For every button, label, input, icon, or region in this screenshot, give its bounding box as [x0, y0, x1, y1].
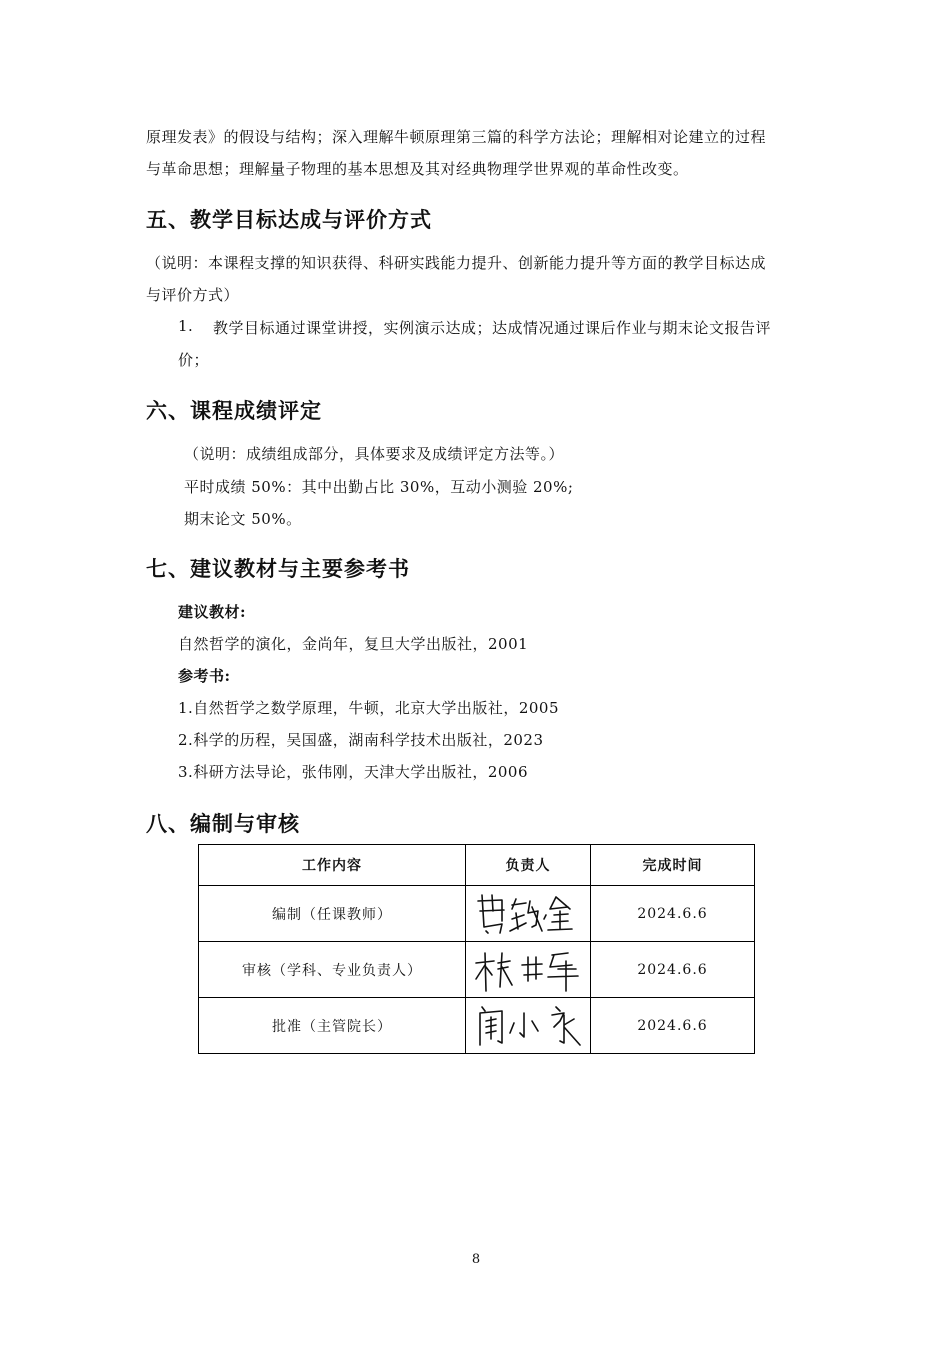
task-cell: 审核（学科、专业负责人）	[199, 942, 466, 998]
date-cell: 2024.6.6	[591, 886, 755, 942]
column-header-owner: 负责人	[466, 845, 591, 886]
section5-item1-line-1: 教学目标通过课堂讲授，实例演示达成；达成情况通过课后作业与期末论文报告评	[213, 319, 772, 337]
task-cell: 批准（主管院长）	[199, 998, 466, 1054]
reference-item: 3.科研方法导论，张伟刚，天津大学出版社，2006	[178, 763, 528, 781]
section6-line-2: 期末论文 50%。	[184, 510, 302, 528]
section6-note: （说明：成绩组成部分，具体要求及成绩评定方法等。）	[184, 445, 565, 463]
section6-heading: 六、课程成绩评定	[146, 399, 322, 423]
reference-item: 1.自然哲学之数学原理，牛顿，北京大学出版社，2005	[178, 699, 559, 717]
handwritten-signature	[472, 891, 584, 937]
review-table	[198, 844, 755, 1054]
table-row	[199, 886, 755, 942]
table-row	[199, 942, 755, 998]
handwritten-signature	[472, 1003, 584, 1049]
section8-heading: 八、编制与审核	[146, 812, 300, 836]
section5-note-line-2: 与评价方式）	[146, 286, 240, 304]
date-cell: 2024.6.6	[591, 998, 755, 1054]
textbook-entry: 自然哲学的演化，金尚年，复旦大学出版社，2001	[178, 635, 529, 653]
column-header-task: 工作内容	[199, 845, 466, 886]
section6-line-1: 平时成绩 50%：其中出勤占比 30%，互动小测验 20%;	[184, 478, 574, 496]
table-header-row	[199, 845, 755, 886]
references-label: 参考书:	[178, 667, 231, 685]
date-cell: 2024.6.6	[591, 942, 755, 998]
task-cell: 编制（任课教师）	[199, 886, 466, 942]
section5-note-line-1: （说明：本课程支撑的知识获得、科研实践能力提升、创新能力提升等方面的教学目标达成	[146, 254, 767, 272]
section5-item1-number: 1.	[178, 317, 194, 335]
signature-cell	[466, 886, 591, 942]
section7-heading: 七、建议教材与主要参考书	[146, 557, 410, 581]
signature-cell	[466, 942, 591, 998]
signature-cell	[466, 998, 591, 1054]
handwritten-signature	[472, 947, 584, 993]
page-number: 8	[471, 1252, 481, 1267]
table-row	[199, 998, 755, 1054]
section5-item1-line-2: 价；	[178, 351, 210, 369]
section5-heading: 五、教学目标达成与评价方式	[146, 208, 432, 232]
column-header-date: 完成时间	[591, 845, 755, 886]
reference-item: 2.科学的历程，吴国盛，湖南科学技术出版社，2023	[178, 731, 544, 749]
textbook-label: 建议教材:	[178, 603, 247, 621]
intro-line-2: 与革命思想；理解量子物理的基本思想及其对经典物理学世界观的革命性改变。	[146, 160, 689, 178]
intro-line-1: 原理发表》的假设与结构；深入理解牛顿原理第三篇的科学方法论；理解相对论建立的过程	[146, 128, 767, 146]
